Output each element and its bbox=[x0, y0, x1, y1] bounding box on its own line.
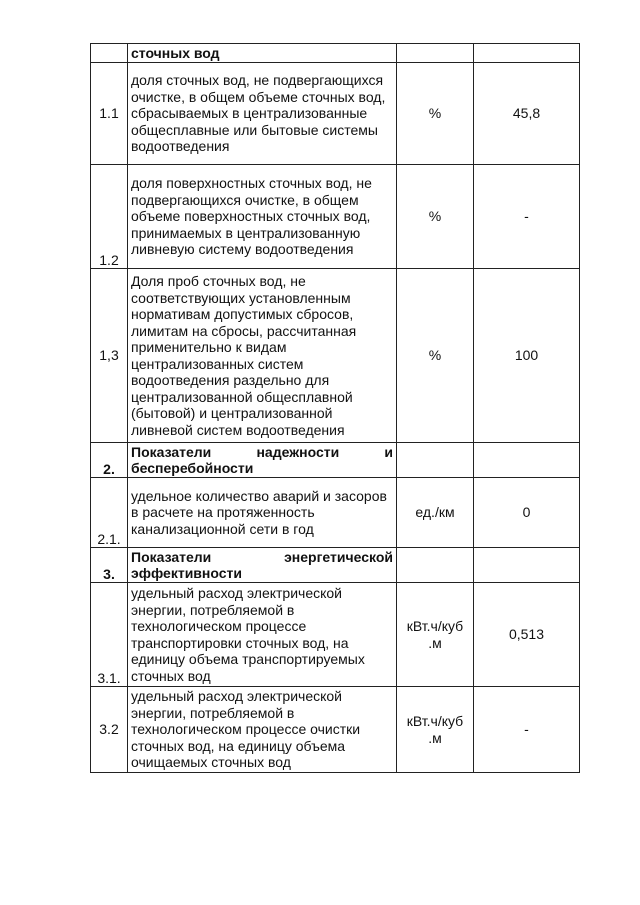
row-description: сточных вод bbox=[128, 44, 397, 63]
table-row bbox=[91, 63, 580, 165]
table-row bbox=[91, 269, 580, 443]
row-unit: % bbox=[397, 63, 474, 165]
row-number: 3. bbox=[91, 548, 128, 583]
heading-word: и bbox=[384, 443, 393, 460]
row-unit: ед./км bbox=[397, 478, 474, 548]
row-value bbox=[474, 443, 580, 478]
row-description: удельный расход электрической энергии, потребляемой в технологическом процессе очистки сточных вод, на единицу объема очищаемых сточных вод bbox=[128, 687, 397, 773]
row-value: - bbox=[474, 687, 580, 773]
row-unit: кВт.ч/куб .м bbox=[397, 583, 474, 687]
heading-word: Показатели bbox=[131, 548, 212, 565]
section-heading-row bbox=[91, 443, 580, 478]
row-value: - bbox=[474, 165, 580, 269]
row-number: 3.1. bbox=[91, 583, 128, 687]
heading-word: эффективности bbox=[131, 565, 242, 581]
heading-word: энергетической bbox=[284, 548, 393, 565]
indicators-table bbox=[90, 43, 580, 773]
row-value: 100 bbox=[474, 269, 580, 443]
row-number: 1.1 bbox=[91, 63, 128, 165]
row-number: 1,3 bbox=[91, 269, 128, 443]
heading-word: бесперебойности bbox=[131, 460, 254, 476]
row-number bbox=[91, 44, 128, 63]
row-unit: % bbox=[397, 165, 474, 269]
section-heading bbox=[128, 548, 397, 583]
table-row bbox=[91, 44, 580, 63]
row-description: удельное количество аварий и засоров в расчете на протяженность канализационной сети в год bbox=[128, 478, 397, 548]
section-heading-row bbox=[91, 548, 580, 583]
row-unit bbox=[397, 548, 474, 583]
row-value bbox=[474, 548, 580, 583]
row-number: 2. bbox=[91, 443, 128, 478]
row-unit: % bbox=[397, 269, 474, 443]
row-unit bbox=[397, 443, 474, 478]
row-value bbox=[474, 44, 580, 63]
row-number: 1.2 bbox=[91, 165, 128, 269]
row-number: 2.1. bbox=[91, 478, 128, 548]
row-description: удельный расход электрической энергии, потребляемой в технологическом процессе транспортировки сточных вод, на единицу объема транспортируемых сточных вод bbox=[128, 583, 397, 687]
table-row bbox=[91, 165, 580, 269]
row-description: доля сточных вод, не подвергающихся очистке, в общем объеме сточных вод, сбрасываемых в централизованные общесплавные или бытовые системы водоотведения bbox=[128, 63, 397, 165]
row-unit: кВт.ч/куб .м bbox=[397, 687, 474, 773]
row-value: 45,8 bbox=[474, 63, 580, 165]
row-unit bbox=[397, 44, 474, 63]
heading-word: надежности bbox=[256, 443, 340, 460]
row-description: доля поверхностных сточных вод, не подвергающихся очистке, в общем объеме поверхностных сточных вод, принимаемых в централизованную ливневую систему водоотведения bbox=[128, 165, 397, 269]
table-row bbox=[91, 687, 580, 773]
row-value: 0,513 bbox=[474, 583, 580, 687]
row-value: 0 bbox=[474, 478, 580, 548]
row-number: 3.2 bbox=[91, 687, 128, 773]
row-description: Доля проб сточных вод, не соответствующих установленным нормативам допустимых сбросов, лимитам на сбросы, рассчитанная применительно к видам централизованных систем водоотведения раздельно для централизованной общесплавной (бытовой) и централизованной ливневой систем водоотведения bbox=[128, 269, 397, 443]
table-row bbox=[91, 583, 580, 687]
heading-word: Показатели bbox=[131, 443, 212, 460]
section-heading bbox=[128, 443, 397, 478]
table-row bbox=[91, 478, 580, 548]
